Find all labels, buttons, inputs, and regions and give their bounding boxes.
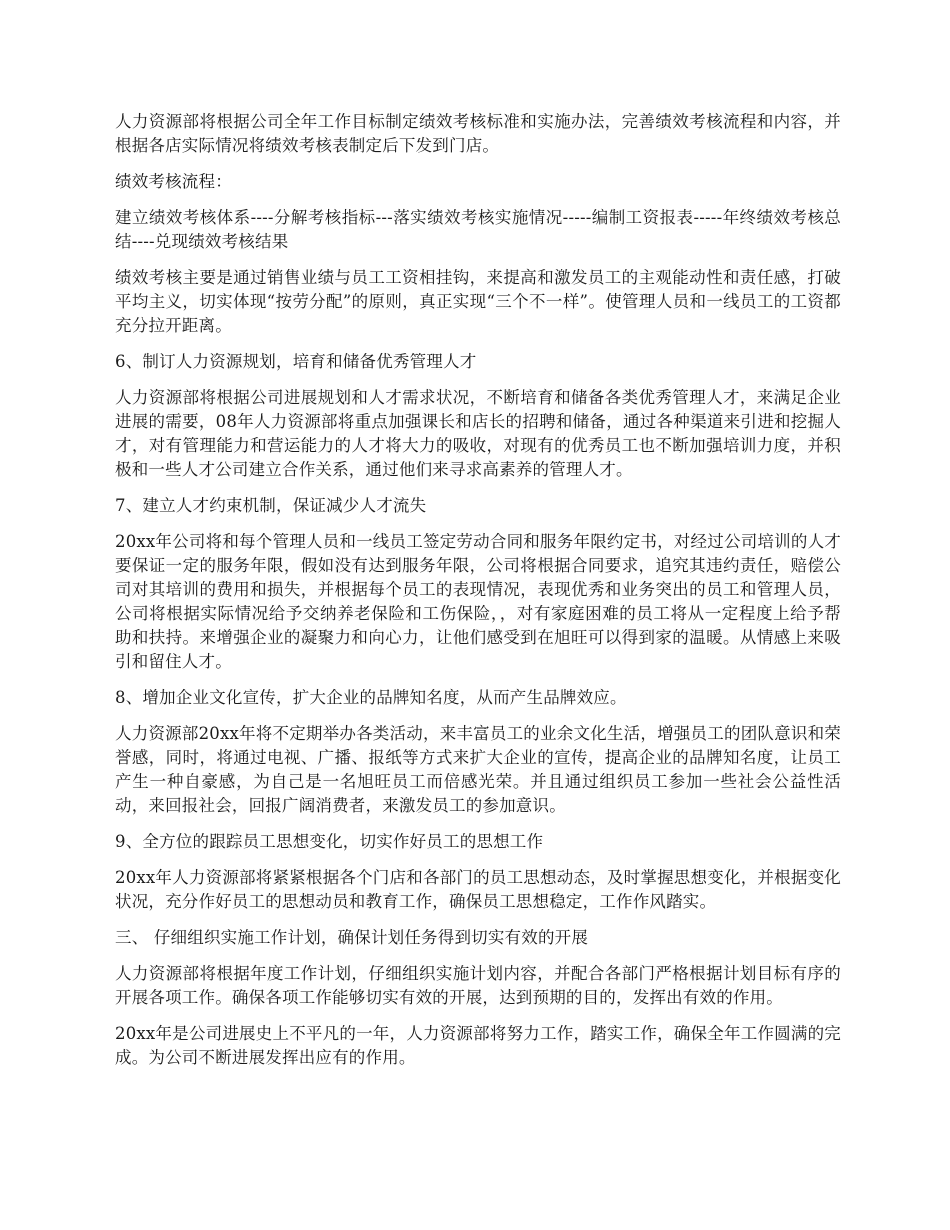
heading-section-9: 9、全方位的跟踪员工思想变化，切实作好员工的思想工作 [115,832,544,851]
paragraph-section-6: 人力资源部将根据公司进展规划和人才需求状况，不断培育和储备各类优秀管理人才，来满足企业进展的需要，08年人力资源部将重点加强课长和店长的招聘和储备，通过各种渠道来引进和挖掘人才，对有管理能力和营运能力的人才将大力的吸收，对现有的优秀员工也不断加强培训力度，并积极和一些人才公司建立合作关系，通过他们来寻求高素养的管理人才。 [115,388,841,479]
heading-section-6: 6、制订人力资源规划，培育和储备优秀管理人才 [115,352,477,371]
paragraph-part-3: 人力资源部将根据年度工作计划，仔细组织实施计划内容，并配合各部门严格根据计划目标有序的开展各项工作。确保各项工作能够切实有效的开展，达到预期的目的，发挥出有效的作用。 [115,964,841,1007]
paragraph-section-7: 20xx年公司将和每个管理人员和一线员工签定劳动合同和服务年限约定书，对经过公司培训的人才要保证一定的服务年限，假如没有达到服务年限，公司将根据合同要求，追究其违约责任，赔偿公司对其培训的费用和损失，并根据每个员工的表现情况，表现优秀和业务突出的员工和管理人员，公司将根据实际情况给予交纳养老保险和工伤保险，，对有家庭困难的员工将从一定程度上给予帮助和扶持。来增强企业的凝聚力和向心力，让他们感受到在旭旺可以得到家的温暖。从情感上来吸引和留住人才。 [115,532,841,671]
paragraph-section-9: 20xx年人力资源部将紧紧根据各个门店和各部门的员工思想动态，及时掌握思想变化，并根据变化状况，充分作好员工的思想动员和教育工作，确保员工思想稳定，工作作风踏实。 [115,868,841,911]
heading-section-8: 8、增加企业文化宣传，扩大企业的品牌知名度，从而产生品牌效应。 [115,688,627,707]
paragraph-process-steps: 建立绩效考核体系----分解考核指标---落实绩效考核实施情况-----编制工资报表-----年终绩效考核总结----兑现绩效考核结果 [115,208,841,251]
paragraph-performance-intro: 人力资源部将根据公司全年工作目标制定绩效考核标准和实施办法，完善绩效考核流程和内容，并根据各店实际情况将绩效考核表制定后下发到门店。 [115,112,841,155]
heading-section-7: 7、建立人才约束机制，保证减少人才流失 [115,496,427,515]
label-performance-process: 绩效考核流程： [115,172,232,191]
paragraph-performance-purpose: 绩效考核主要是通过销售业绩与员工工资相挂钩，来提高和激发员工的主观能动性和责任感，打破平均主义，切实体现“按劳分配”的原则，真正实现“三个不一样”。使管理人员和一线员工的工资都充分拉开距离。 [115,268,841,335]
document-body [115,110,841,1082]
paragraph-conclusion: 20xx年是公司进展史上不平凡的一年，人力资源部将努力工作，踏实工作，确保全年工作圆满的完成。为公司不断进展发挥出应有的作用。 [115,1024,841,1067]
heading-part-3: 三、 仔细组织实施工作计划，确保计划任务得到切实有效的开展 [115,928,589,947]
paragraph-section-8: 人力资源部20xx年将不定期举办各类活动，来丰富员工的业余文化生活，增强员工的团队意识和荣誉感，同时，将通过电视、广播、报纸等方式来扩大企业的宣传，提高企业的品牌知名度，让员工产生一种自豪感，为自己是一名旭旺员工而倍感光荣。并且通过组织员工参加一些社会公益性活动，来回报社会，回报广阔消费者，来激发员工的参加意识。 [115,724,841,815]
